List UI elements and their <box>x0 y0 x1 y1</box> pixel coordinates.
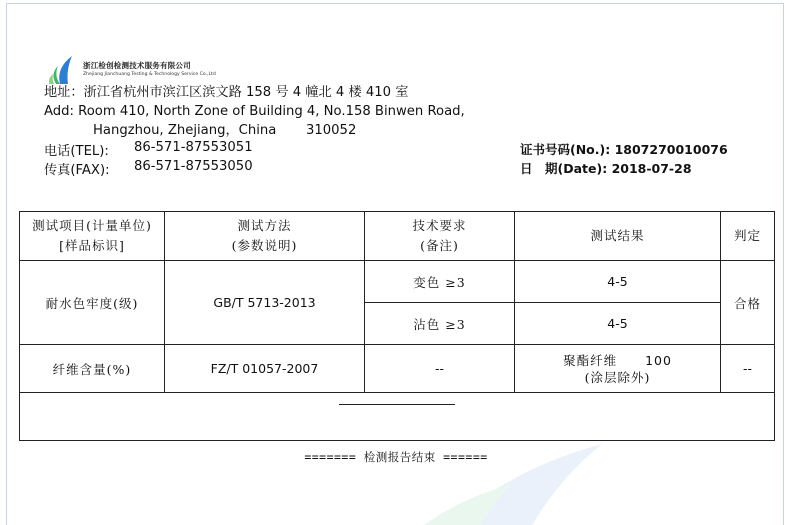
closing-row <box>20 393 775 441</box>
certificate-no-label: 证书号码(No.): <box>520 142 611 157</box>
colorfastness-method: GB/T 5713-2013 <box>165 261 365 345</box>
table-row <box>20 261 775 303</box>
table-row <box>20 393 775 441</box>
report-table <box>19 211 775 441</box>
fax-line <box>44 159 253 178</box>
fiber-content-judgement: -- <box>721 345 775 393</box>
fiber-content-method: FZ/T 01057-2007 <box>165 345 365 393</box>
company-name-en: Zhejiang Jianchuang Testing & Technology Service Co.,Ltd <box>83 72 216 77</box>
report-end-text: ======= 检测报告结束 ====== <box>304 450 488 464</box>
header-judgement: 判定 <box>721 212 775 261</box>
fiber-name: 聚酯纤维 <box>563 352 618 368</box>
fax-label: 传真(FAX): <box>44 163 110 178</box>
fiber-content-item: 纤维含量(%) <box>20 345 165 393</box>
tel-label: 电话(TEL): <box>44 144 109 159</box>
staining-result: 4-5 <box>515 303 721 345</box>
address-en-line1: Add: Room 410, North Zone of Building 4, No.158 Binwen Road, <box>44 104 465 119</box>
fiber-percent: 100 <box>645 352 672 368</box>
company-logo-icon <box>44 52 78 86</box>
tel-line <box>44 140 253 159</box>
fiber-content-requirement: -- <box>365 345 515 393</box>
table-header-row <box>20 212 775 261</box>
address-cn: 地址：浙江省杭州市滨江区滨文路 158 号 4 幢北 4 楼 410 室 <box>44 85 409 100</box>
table-row <box>20 345 775 393</box>
colorfastness-item: 耐水色牢度(级) <box>20 261 165 345</box>
address-en-line2: Hangzhou, Zhejiang，China <box>93 123 277 138</box>
certificate-no <box>520 140 728 158</box>
closing-rule <box>339 404 455 405</box>
header-requirement: 技术要求 (备注) <box>365 212 515 261</box>
header-test-method: 测试方法 (参数说明) <box>165 212 365 261</box>
fiber-content-result <box>515 345 721 393</box>
certificate-date-value: 2018-07-28 <box>611 161 692 176</box>
color-change-requirement: 变色 ≥3 <box>365 261 515 303</box>
report-page <box>6 3 784 525</box>
color-change-result: 4-5 <box>515 261 721 303</box>
certificate-date-label: 日 期(Date): <box>520 161 608 176</box>
header-test-item: 测试项目(计量单位) [样品标识] <box>20 212 165 261</box>
colorfastness-judgement: 合格 <box>721 261 775 345</box>
fiber-note: (涂层除外) <box>584 369 651 385</box>
staining-requirement: 沾色 ≥3 <box>365 303 515 345</box>
tel-value: 86-571-87553051 <box>134 140 253 155</box>
certificate-date <box>520 159 692 177</box>
certificate-no-value: 1807270010076 <box>614 142 728 157</box>
fax-value: 86-571-87553050 <box>134 159 253 174</box>
company-name-cn: 浙江检创检测技术服务有限公司 <box>83 61 191 70</box>
address-postcode: 310052 <box>306 123 357 138</box>
header-result: 测试结果 <box>515 212 721 261</box>
